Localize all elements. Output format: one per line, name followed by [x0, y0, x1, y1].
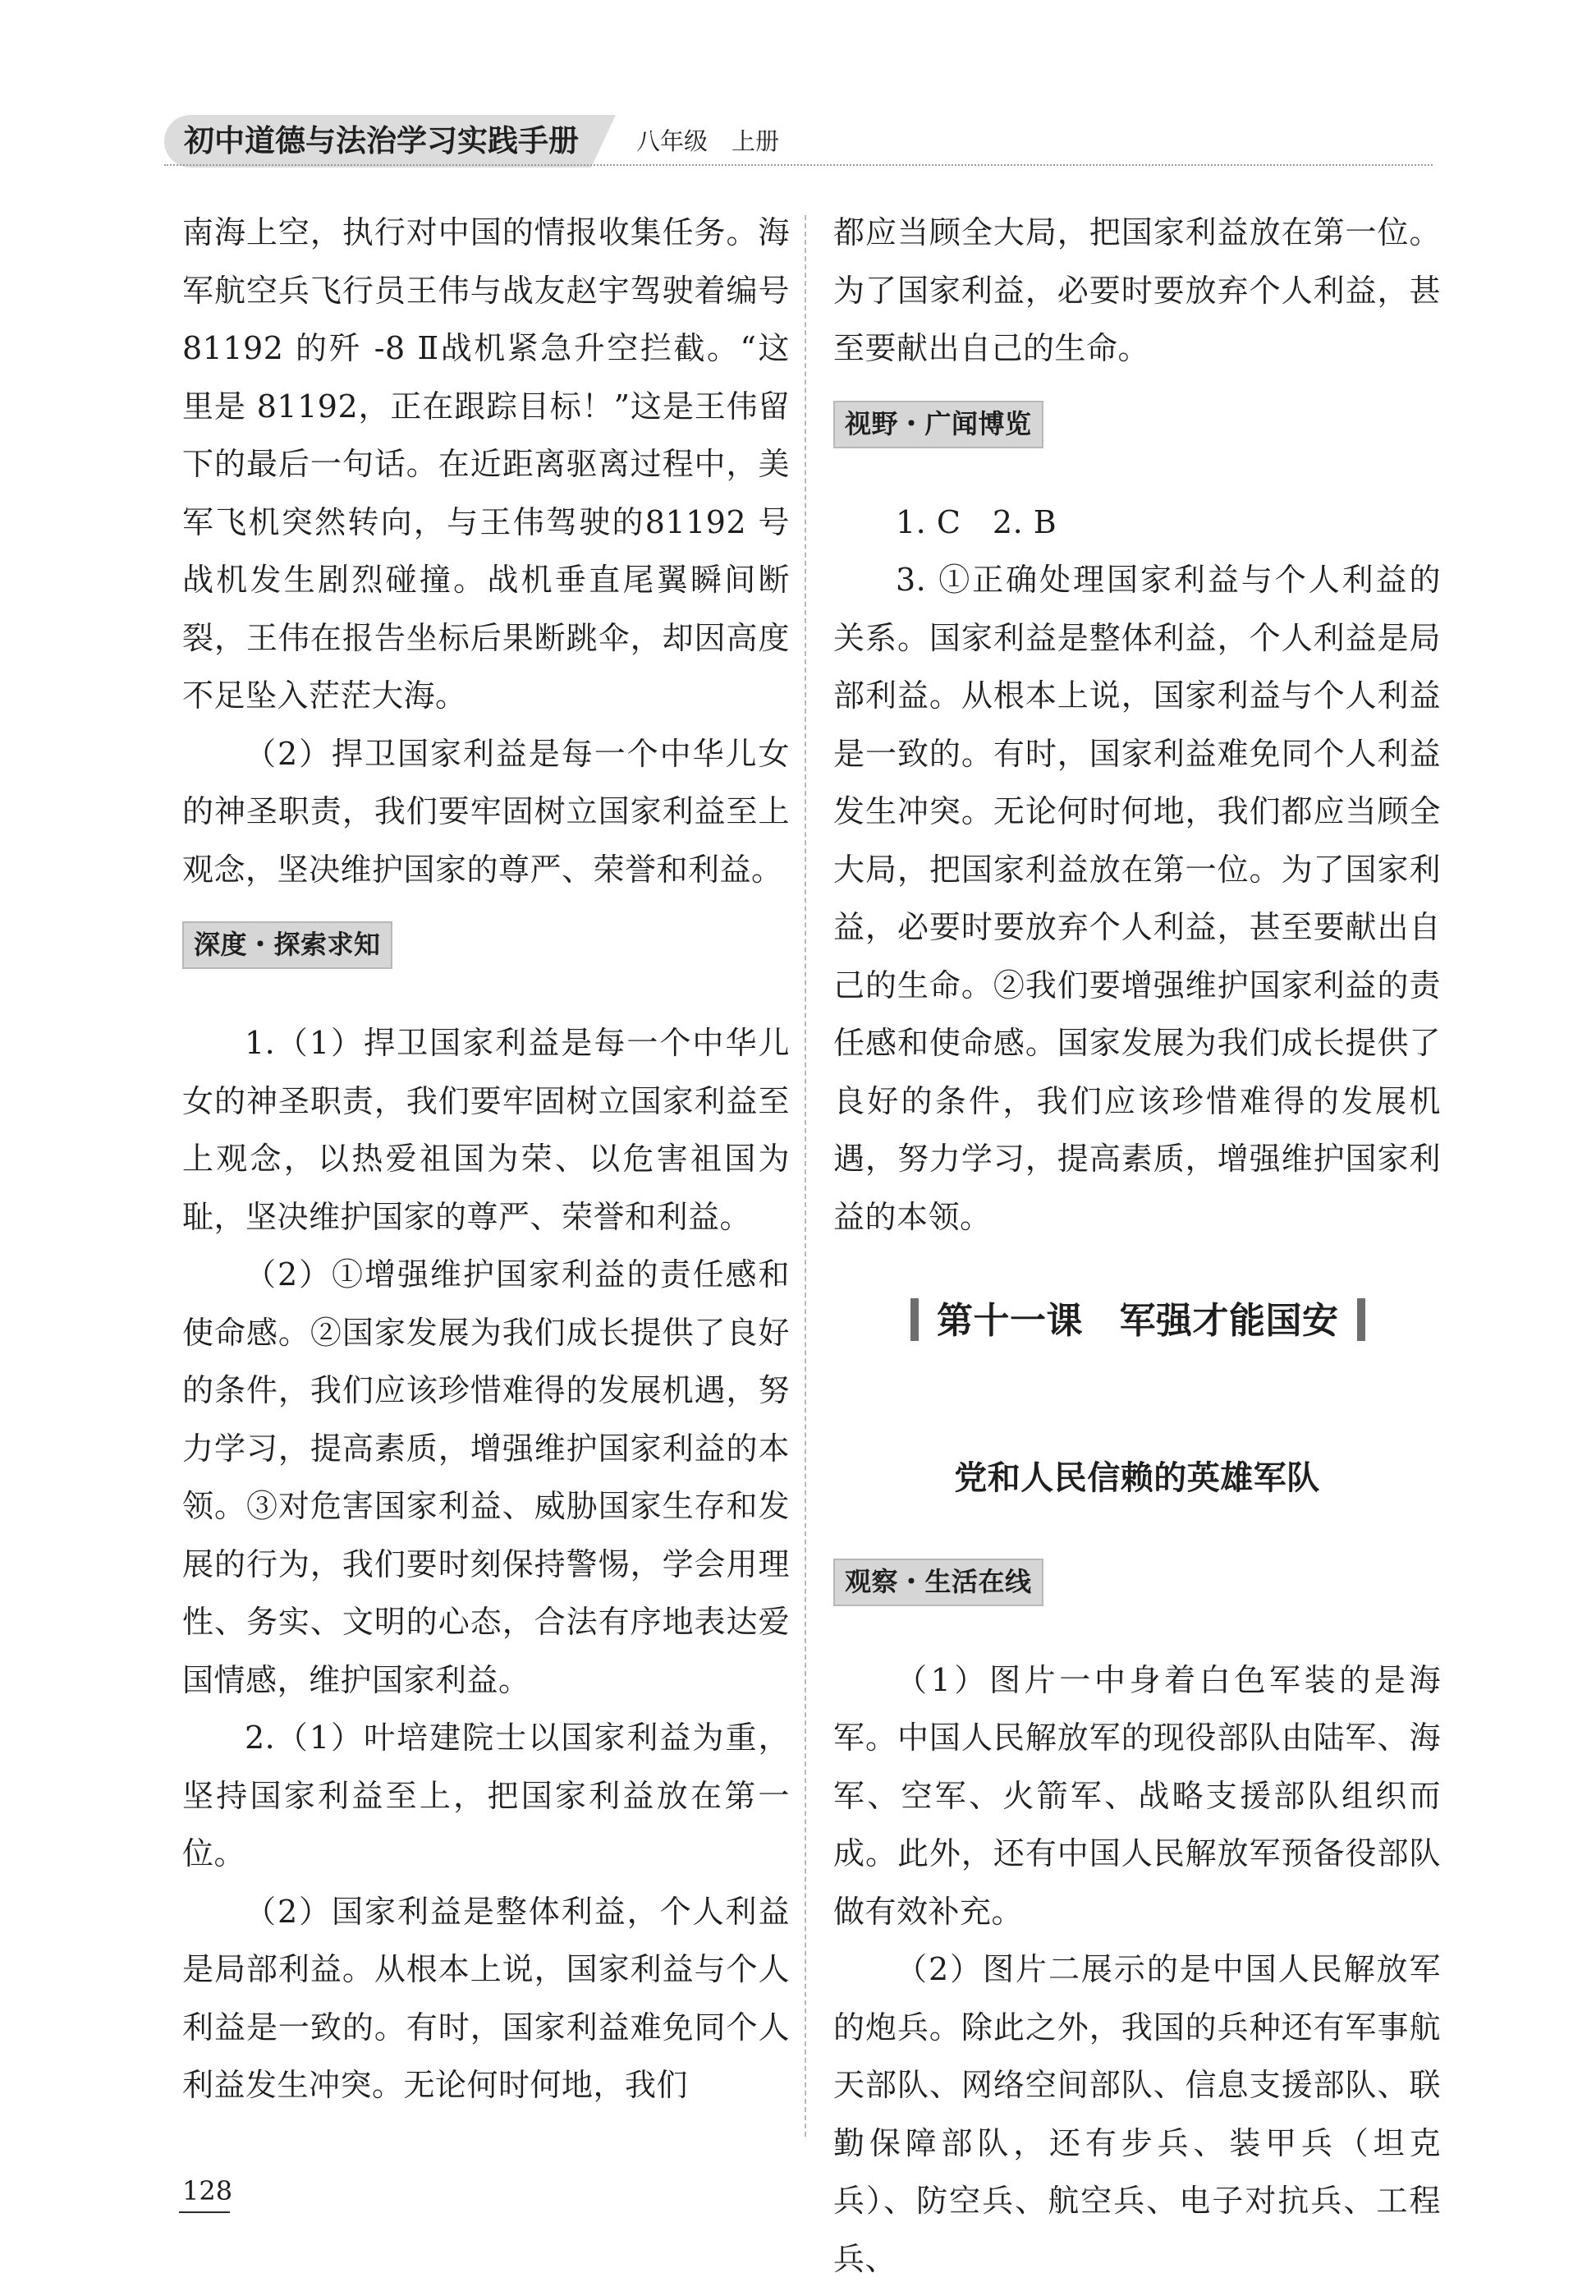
right-paragraph-3: （1）图片一中身着白色军装的是海军。中国人民解放军的现役部队由陆军、海军、空军、火箭军、战略支援部队组织而成。此外，还有中国人民解放军预备役部队做有效补充。 — [833, 1661, 1441, 1930]
header-tab — [164, 115, 591, 168]
lesson-title: 第十一课 军强才能国安 — [937, 1300, 1339, 1342]
left-paragraph-5: 2.（1）叶培建院士以国家利益为重，坚持国家利益至上，把国家利益放在第一位。 — [182, 1720, 790, 1871]
section-tag-label: 深度・探索求知 — [182, 921, 392, 969]
left-paragraph-6: （2）国家利益是整体利益，个人利益是局部利益。从根本上说，国家利益与个人利益是一致的。有时，国家利益难免同个人利益发生冲突。无论何时何地，我们 — [182, 1893, 790, 2103]
lesson-heading — [833, 1246, 1441, 1420]
section-tag-depth — [182, 898, 790, 1014]
heading-bar-left — [910, 1298, 919, 1341]
left-column — [182, 204, 790, 2115]
right-paragraph-4: （2）图片二展示的是中国人民解放军的炮兵。除此之外，我国的兵种还有军事航天部队、网络空间部队、信息支援部队、联勤保障部队，还有步兵、装甲兵（坦克兵）、防空兵、航空兵、电子对抗兵、工程兵、 — [833, 1951, 1441, 2277]
right-paragraph-1: 都应当顾全大局，把国家利益放在第一位。为了国家利益，必要时要放弃个人利益，甚至要献出自己的生命。 — [833, 214, 1441, 366]
page-number-rule — [179, 2211, 230, 2213]
heading-bar-right — [1357, 1298, 1365, 1341]
right-column — [833, 204, 1441, 2288]
left-paragraph-3: 1.（1）捍卫国家利益是每一个中华儿女的神圣职责，我们要牢固树立国家利益至上观念，以热爱祖国为荣、以危害祖国为耻，坚决维护国家的尊严、荣誉和利益。 — [182, 1025, 790, 1235]
left-paragraph-1: 南海上空，执行对中国的情报收集任务。海军航空兵飞行员王伟与战友赵宇驾驶着编号 81192 的歼 -8 Ⅱ战机紧急升空拦截。“这里是 81192，正在跟踪目标！”这是王伟留下的最后一句话。在近距离驱离过程中，美军飞机突然转向，与王伟驾驶的81192 号战机发生剧烈碰撞。战机垂直尾翼瞬间断裂，王伟在报告坐标后果断跳伞，却因高度不足坠入茫茫大海。 — [182, 214, 790, 714]
section-tag-label: 视野・广闻博览 — [833, 401, 1043, 448]
page-number: 128 — [182, 2175, 233, 2206]
right-paragraph-2: 3. ①正确处理国家利益与个人利益的关系。国家利益是整体利益，个人利益是局部利益。从根本上说，国家利益与个人利益是一致的。有时，国家利益难免同个人利益发生冲突。无论何时何地，我们都应当顾全大局，把国家利益放在第一位。为了国家利益，必要时要放弃个人利益，甚至要献出自己的生命。②我们要增强维护国家利益的责任感和使命感。国家发展为我们成长提供了良好的条件，我们应该珍惜难得的发展机遇，努力学习，提高素质，增强维护国家利益的本领。 — [833, 562, 1441, 1235]
subsection-title: 党和人民信赖的英雄军队 — [954, 1458, 1320, 1497]
column-divider — [805, 215, 806, 2137]
section-tag-vision — [833, 378, 1441, 494]
section-tag-observe — [833, 1536, 1441, 1651]
book-title: 初中道德与法治学习实践手册 — [184, 123, 579, 158]
left-paragraph-4: （2）①增强维护国家利益的责任感和使命感。②国家发展为我们成长提供了良好的条件，我们应该珍惜难得的发展机遇，努力学习，提高素质，增强维护国家利益的本领。③对危害国家利益、威胁国家生存和发展的行为，我们要时刻保持警惕，学会用理性、务实、文明的心态，合法有序地表达爱国情感，维护国家利益。 — [182, 1256, 790, 1698]
answers-line: 1. C 2. B — [896, 503, 1057, 540]
header-rule — [164, 164, 1433, 166]
section-tag-label: 观察・生活在线 — [833, 1559, 1043, 1606]
grade-volume: 八年级 上册 — [636, 127, 780, 155]
left-paragraph-2: （2）捍卫国家利益是每一个中华儿女的神圣职责，我们要牢固树立国家利益至上观念，坚决维护国家的尊严、荣誉和利益。 — [182, 735, 790, 888]
